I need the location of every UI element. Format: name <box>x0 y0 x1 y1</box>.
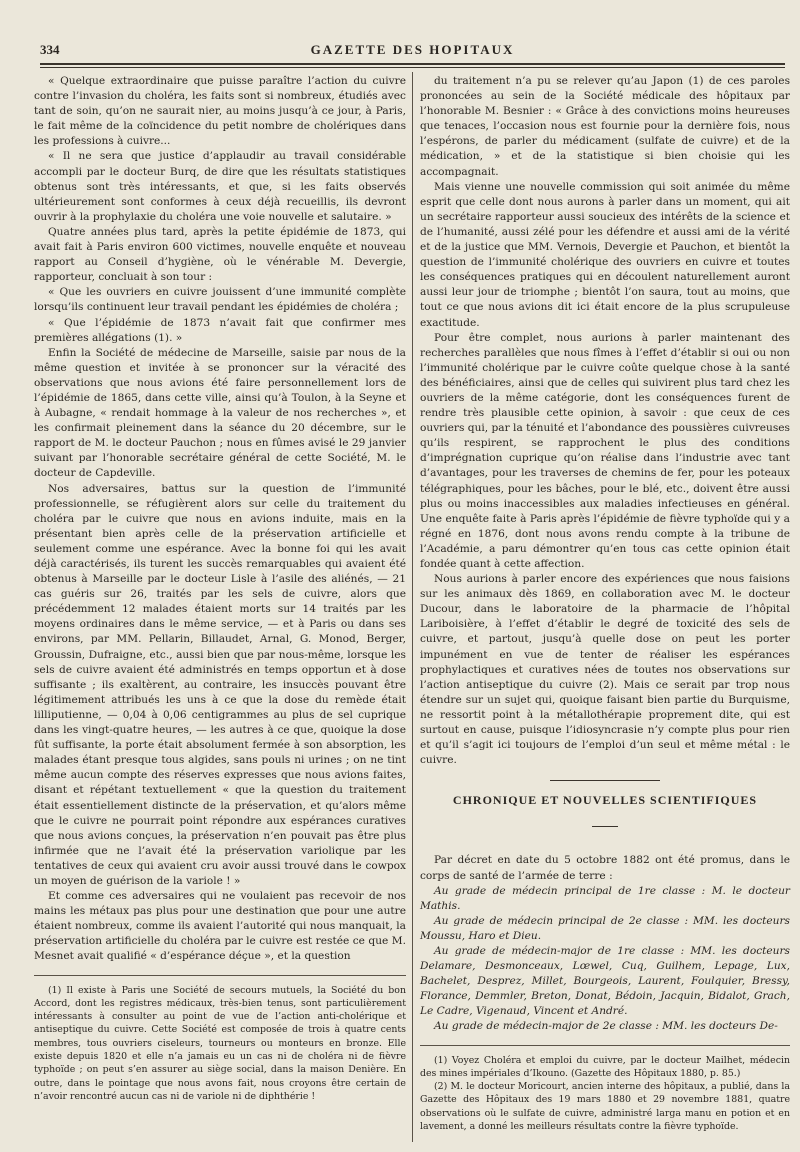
news-paragraph: Au grade de médecin principal de 1re classe : M. le docteur Mathis. <box>420 884 790 912</box>
column-divider <box>412 72 413 1142</box>
paragraph: « Il ne sera que justice d’applaudir au travail considérable accompli par le docteur Burq, de dire que les résultats statistiques obtenus sont très intéressants, et que, si les faits observés ultérieurement sont conformes à ceux déjà recueillis, ils devront ouvrir à la prophylaxie du choléra une voie nouvelle et salutaire. » <box>34 150 406 223</box>
header-rule <box>40 63 785 65</box>
paragraph: du traitement n’a pu se relever qu’au Japon (1) de ces paroles prononcées au sein de la Société médicale des hôpitaux par l’honorable M. Besnier : « Grâce à des convictions moins heureuses que tenaces, l’occasion nous est fournie pour la dernière fois, nous l’espérons, de parler du médicament (sulfate de cuivre) et de la médication, » et de la statistique si bien choisie qui les accompagnait. <box>420 75 790 178</box>
footnote: (1) Voyez Choléra et emploi du cuivre, par le docteur Mailhet, médecin des mines impériales d’Ikouno. (Gazette des Hôpitaux 1880, p. 85.) <box>420 1054 790 1079</box>
news-paragraph: Au grade de médecin-major de 2e classe : MM. les docteurs De- <box>434 1020 778 1033</box>
footnote: (2) M. le docteur Moricourt, ancien interne des hôpitaux, a publié, dans la Gazette des Hôpitaux des 19 mars 1880 et 29 novembre 1881, quatre observations où le sulfate de cuivre, administré larga manu en potion et en lavement, a donné les meilleurs résultats contre la fièvre typhoïde. <box>420 1081 790 1133</box>
footnote-rule <box>34 975 406 976</box>
paragraph: Nous aurions à parler encore des expériences que nous faisions sur les animaux dès 1869, en collaboration avec M. le docteur Ducour, dans le laboratoire de la pharmacie de l’hôpital Lariboisière, à l’effet d’établir le degré de toxicité des sels de cuivre, et partout, jusqu’à quelle dose on peut les porter impunément en vue de tenter de réaliser les espérances prophylactiques et curatives nées de toutes nos observations sur l’action antiseptique du cuivre (2). Mais ce serait par trop nous étendre sur un sujet qui, quoique faisant bien partie du Burquisme, ne ressortit point à la métallothérapie proprement dite, qui est surtout en cause, puisque l’idiosyncrasie n’y compte plus pour rien et qu’il s’agit ici toujours de l’emploi d’un seul et même métal : le cuivre. <box>420 573 790 767</box>
paragraph: Et comme ces adversaires qui ne voulaient pas recevoir de nos mains les métaux pas plus pour une destination que pour une autre étaient nombreux, comme ils avaient l’autorité qui nous manquait, la préservation artificielle du choléra par le cuivre est restée ce que M. Mesnet avait qualifié « d’espérance déçue », et la question <box>34 890 406 963</box>
paragraph: Pour être complet, nous aurions à parler maintenant des recherches parallèles que nous fîmes à l’effet d’établir si oui ou non l’immunité cholérique par le cuivre coûte quelque chose à la santé des bénéficiaires, ainsi que de celles qui suivirent plus tard chez les ouvriers de la même catégorie, dont les conséquences furent de rendre très plausible cette opinion, à savoir : que ceux de ces ouvriers qui, par la ténuité et l’abondance des poussières cuivreuses qu’ils respirent, se rapprochent le plus des conditions d’imprégnation cuprique qu’on réalise dans l’industrie avec tant d’avantages, pour les traverses de chemins de fer, pour les poteaux télégraphiques, pour les bâches, pour le blé, etc., doivent être aussi plus ou moins inaccessibles aux maladies infectieuses en général. Une enquête faite à Paris après l’épidémie de fièvre typhoïde qui y a régné en 1876, dont nous avons rendu compte à la tribune de l’Académie, a paru démontrer qu’en tous cas cette opinion était fondée quant à cette affection. <box>420 331 790 570</box>
paragraph: Quatre années plus tard, après la petite épidémie de 1873, qui avait fait à Paris environ 600 victimes, nouvelle enquête et nouveau rapport au Conseil d’hygiène, où le vénérable M. Devergie, rapporteur, concluait à son tour : <box>34 225 406 284</box>
right-column <box>420 74 790 1133</box>
page-number: 334 <box>40 42 60 57</box>
section-title: CHRONIQUE ET NOUVELLES SCIENTIFIQUES <box>452 793 758 808</box>
paragraph: Enfin la Société de médecine de Marseille, saisie par nous de la même question et invitée à se prononcer sur la véracité des observations que nous avions été faire personnellement lors de l’épidémie de 1865, dans cette ville, ainsi qu’à Toulon, à la Seyne et à Aubagne, « rendait hommage à la valeur de nos recherches », et les confirmait pleinement dans la séance du 20 décembre, sur le rapport de M. le docteur Pauchon ; nous en fûmes avisé le 29 janvier suivant par l’honorable secrétaire général de cette Société, M. le docteur de Capdeville. <box>34 346 406 480</box>
left-column <box>34 74 406 1103</box>
news-paragraph: Par décret en date du 5 octobre 1882 ont été promus, dans le corps de santé de l’armée de terre : <box>420 854 790 882</box>
footnote-rule <box>420 1045 790 1046</box>
header-rule-thin <box>40 67 785 68</box>
footnote: (1) Il existe à Paris une Société de secours mutuels, la Société du bon Accord, dont les registres médicaux, très-bien tenus, sont particulièrement intéressants à consulter au point de vue de l’action anti-cholérique et antiseptique du cuivre. Cette Société est composée de trois à quatre cents membres, tous ouvriers ciseleurs, tourneurs ou monteurs en bronze. Elle existe depuis 1820 et elle n’a jamais eu un cas ni de choléra ni de fièvre typhoïde ; on peut s’en assurer au siège social, dans la maison Denière. En outre, dans le pointage que nous avons fait, nous croyons être certain de n’avoir rencontré aucun cas ni de variole ni de diphthérie ! <box>34 984 406 1102</box>
section-separator <box>550 780 660 781</box>
paragraph: « Quelque extraordinaire que puisse paraître l’action du cuivre contre l’invasion du choléra, les faits sont si nombreux, étudiés avec tant de soin, qu’on ne saurait nier, au moins jusqu’à ce jour, à Paris, le fait même de la coïncidence du petit nombre de cholériques dans les professions à cuivre... <box>34 75 406 148</box>
paragraph: « Que l’épidémie de 1873 n’avait fait que confirmer mes premières allégations (1). » <box>34 316 406 344</box>
news-paragraph: Au grade de médecin-major de 1re classe : MM. les docteurs Delamare, Desmonceaux, Lœwel, Cuq, Guilhem, Lepage, Lux, Bachelet, Desprez, Millet, Bourgeois, Laurent, Foulquier, Bressy, Florance, Demmler, Breton, Donat, Bédoin, Jacquin, Bidalot, Grach, Le Cadre, Vigenaud, Vincent et André. <box>420 944 790 1018</box>
news-paragraph: Au grade de médecin principal de 2e classe : MM. les docteurs Moussu, Haro et Dieu. <box>420 914 790 942</box>
paragraph: « Que les ouvriers en cuivre jouissent d’une immunité complète lorsqu’ils continuent leur travail pendant les épidémies de choléra ; <box>34 286 406 314</box>
title-underline <box>592 826 618 827</box>
page-header <box>40 40 785 58</box>
paragraph: Mais vienne une nouvelle commission qui soit animée du même esprit que celle dont nous aurons à parler dans un moment, qui ait un secrétaire rapporteur aussi soucieux des intérêts de la science et de l’humanité, aussi zélé pour les défendre et aussi ami de la vérité et de la justice que MM. Vernois, Devergie et Pauchon, et bientôt la question de l’immunité cholérique des ouvriers en cuivre et toutes les conséquences pratiques qui en découlent naturellement auront aussi leur jour de triomphe ; bientôt l’on saura, tout au moins, que tout ce que nous avions dit ici était encore de la plus scrupuleuse exactitude. <box>420 180 790 329</box>
journal-title: GAZETTE DES HOPITAUX <box>310 42 515 57</box>
paragraph: Nos adversaires, battus sur la question de l’immunité professionnelle, se réfugièrent alors sur celle du traitement du choléra par le cuivre que nous en avions induite, mais en la présentant bien après celle de la préservation artificielle et seulement comme une espérance. Avec la bonne foi qui les avait déjà caractérisés, ils turent les succès remarquables qui avaient été obtenus à Marseille par le docteur Lisle à l’asile des aliénés, — 21 cas guéris sur 26, traités par les sels de cuivre, alors que précédemment 12 malades étaient morts sur 14 traités par les moyens ordinaires dans le même service, — et à Paris ou dans ses environs, par MM. Pellarin, Billaudet, Arnal, G. Monod, Berger, Groussin, Dufraigne, etc., aussi bien que par nous-même, lorsque les sels de cuivre avaient été administrés en temps opportun et à dose suffisante ; ils exaltèrent, au contraire, les insuccès pouvant être légitimement attribués les uns à ce que la dose du remède était lilliputienne, — 0,04 à 0,06 centigrammes au plus de sel cuprique dans les vingt-quatre heures, — les autres à ce que, quoique la dose fût suffisante, la porte était absolument fermée à son absorption, les malades étant presque tous algides, sans pouls ni urines ; on ne tint même aucun compte des réserves expresses que nous avions faites, disant et répétant textuellement « que la question du traitement était essentiellement distincte de la préservation, et qu’alors même que le cuivre ne pourrait point répondre aux espérances curatives que nous avions conçues, la préservation n’en pouvait pas être plus infirmée que ne l’avait été la préservation variolique par les tentatives de ceux qui avaient cru avoir aussi trouvé dans le cowpox un moyen de guérison de la variole ! » <box>34 482 406 887</box>
